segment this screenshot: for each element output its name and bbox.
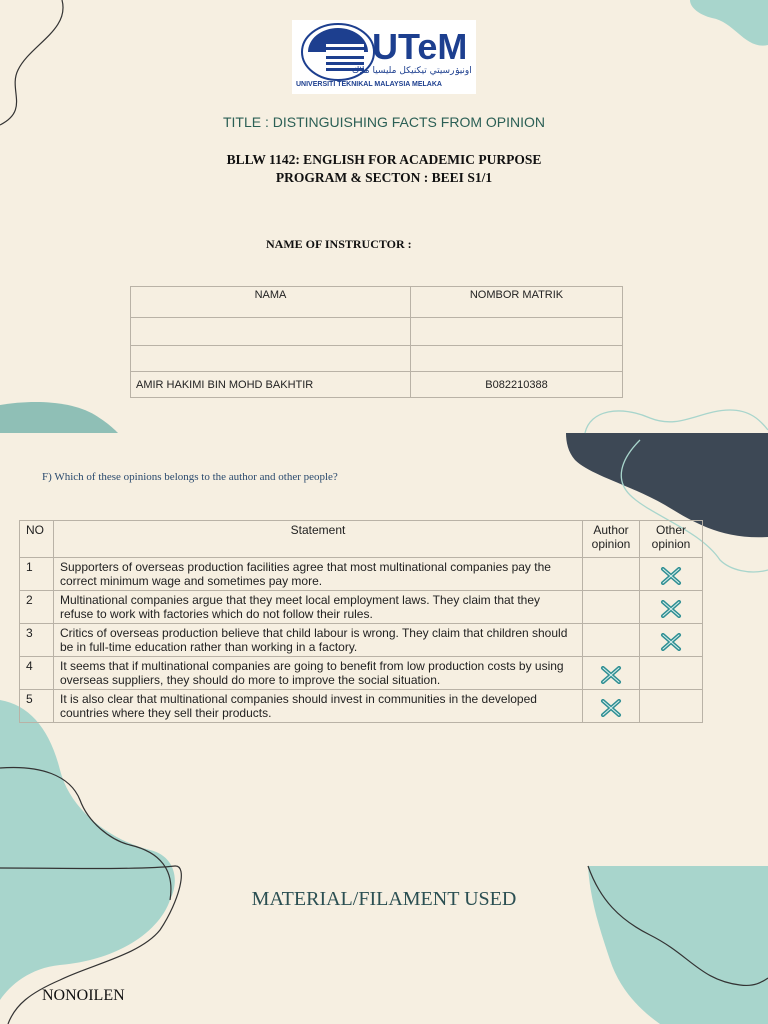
program-section: PROGRAM & SECTON : BEEI S1/1 <box>275 170 493 185</box>
author-opinion-cell <box>583 624 640 657</box>
course-info <box>0 151 768 187</box>
row-number-cell: 3 <box>20 624 54 657</box>
cross-mark-icon <box>660 607 682 621</box>
logo-jawi-text: اونيۏرسيتي تيكنيكل مليسيا ملاك <box>352 66 472 76</box>
table-row <box>20 624 703 657</box>
table-row <box>20 657 703 690</box>
course-code: BLLW 1142: ENGLISH FOR ACADEMIC PURPOSE <box>226 152 542 167</box>
author-opinion-cell <box>583 657 640 690</box>
other-opinion-cell <box>640 657 703 690</box>
table-row <box>131 372 623 398</box>
table-header-row <box>131 287 623 318</box>
document-title: TITLE : DISTINGUISHING FACTS FROM OPINION <box>222 114 546 130</box>
logo-university-name: UNIVERSITI TEKNIKAL MALAYSIA MELAKA <box>296 81 442 88</box>
cross-mark-icon <box>660 640 682 654</box>
statement-cell: Supporters of overseas production facilities agree that most multinational companies pay the correct minimum wage and sometimes pay more. <box>54 558 583 591</box>
statement-cell: Critics of overseas production believe that child labour is wrong. They claim that children should be in full-time education rather than working in a factory. <box>54 624 583 657</box>
column-header-author: Author opinion <box>583 521 640 558</box>
material-value: NONOILEN <box>42 987 125 1004</box>
table-row <box>20 558 703 591</box>
other-opinion-cell <box>640 624 703 657</box>
logo-brand: UTeM <box>372 26 468 67</box>
table-row <box>131 318 623 346</box>
table-row <box>20 690 703 723</box>
students-table <box>130 286 623 398</box>
instructor-label: NAME OF INSTRUCTOR : <box>266 237 412 251</box>
opinion-rows <box>20 558 703 723</box>
statement-cell: It seems that if multinational companies are going to benefit from low production costs by using overseas suppliers, they should do more to improve the social situation. <box>54 657 583 690</box>
opinion-table <box>19 520 703 723</box>
cross-mark-icon <box>660 574 682 588</box>
other-opinion-cell <box>640 591 703 624</box>
other-opinion-cell <box>640 690 703 723</box>
column-header-nama: NAMA <box>131 287 411 318</box>
question-text: F) Which of these opinions belongs to the author and other people? <box>42 471 338 483</box>
column-header-no: NO <box>20 521 54 558</box>
student-name-cell <box>131 318 411 346</box>
material-heading: MATERIAL/FILAMENT USED <box>251 888 517 910</box>
row-number-cell: 2 <box>20 591 54 624</box>
author-opinion-cell <box>583 558 640 591</box>
author-opinion-cell <box>583 690 640 723</box>
cross-mark-icon <box>600 706 622 720</box>
statement-cell: It is also clear that multinational companies should invest in communities in the developed countries where they sell their products. <box>54 690 583 723</box>
table-header-row <box>20 521 703 558</box>
student-name-cell: AMIR HAKIMI BIN MOHD BAKHTIR <box>131 372 411 398</box>
row-number-cell: 5 <box>20 690 54 723</box>
table-row <box>131 346 623 372</box>
student-name-cell <box>131 346 411 372</box>
other-opinion-cell <box>640 558 703 591</box>
table-row <box>20 591 703 624</box>
student-matrik-cell <box>411 346 623 372</box>
column-header-statement: Statement <box>54 521 583 558</box>
column-header-matrik: NOMBOR MATRIK <box>411 287 623 318</box>
column-header-other: Other opinion <box>640 521 703 558</box>
cross-mark-icon <box>600 673 622 687</box>
student-matrik-cell: B082210388 <box>411 372 623 398</box>
author-opinion-cell <box>583 591 640 624</box>
statement-cell: Multinational companies argue that they meet local employment laws. They claim that they refuse to work with factories which do not follow their rules. <box>54 591 583 624</box>
row-number-cell: 1 <box>20 558 54 591</box>
student-matrik-cell <box>411 318 623 346</box>
row-number-cell: 4 <box>20 657 54 690</box>
